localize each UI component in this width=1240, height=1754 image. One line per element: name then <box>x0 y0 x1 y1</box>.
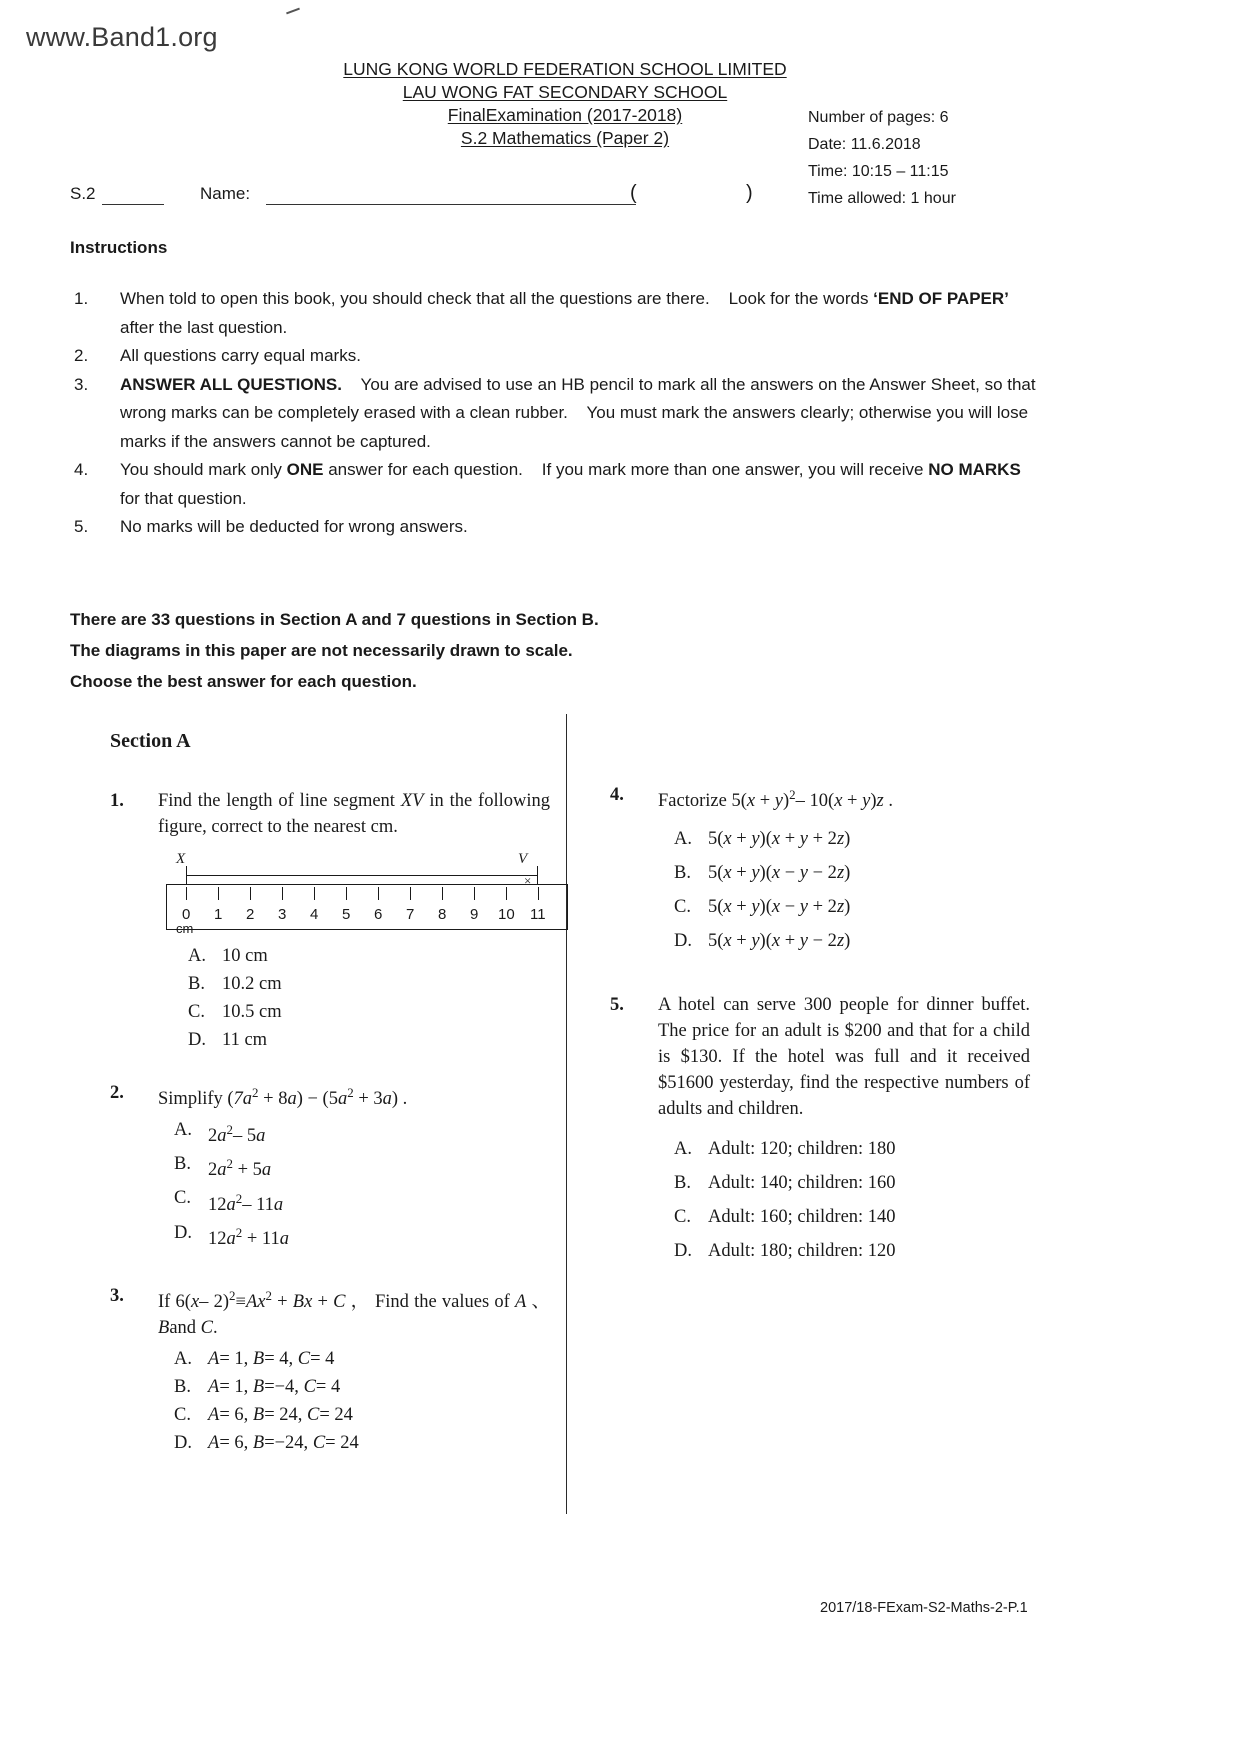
section-a-heading: Section A <box>110 730 191 752</box>
school-header-line-1: LUNG KONG WORLD FEDERATION SCHOOL LIMITED <box>343 59 787 79</box>
ruler-unit-label: cm <box>176 921 194 936</box>
ruler-tick <box>250 887 251 900</box>
option-text: Adult: 180; children: 120 <box>708 1241 896 1262</box>
option-text: 5(x + y)(x + y − 2z) <box>708 931 851 952</box>
ruler-tick <box>474 887 475 900</box>
instruction-item-1 <box>70 285 1045 342</box>
ruler-tick <box>506 887 507 900</box>
option-text: 11 cm <box>222 1030 268 1050</box>
school-header-line-4: S.2 Mathematics (Paper 2) <box>460 128 670 148</box>
option-label: D. <box>674 931 692 952</box>
option-label: A. <box>674 1139 692 1160</box>
meta-number-of-pages: Number of pages: 6 <box>808 109 949 126</box>
option-label: A. <box>674 829 692 850</box>
option-b[interactable] <box>174 1373 550 1401</box>
option-d[interactable] <box>674 1234 1030 1268</box>
option-text: 10.5 cm <box>222 1002 282 1022</box>
meta-date: Date: 11.6.2018 <box>808 136 921 153</box>
option-text: Adult: 120; children: 180 <box>708 1139 896 1160</box>
meta-time-allowed: Time allowed: 1 hour <box>808 190 956 207</box>
ruler-tick-label: 11 <box>530 906 546 923</box>
site-watermark: www.Band1.org <box>26 22 218 52</box>
paper-notes <box>70 604 1030 697</box>
question-4 <box>610 782 1030 958</box>
name-blank-field[interactable] <box>266 204 636 205</box>
option-a[interactable] <box>674 822 1030 856</box>
ruler-tick-label: 1 <box>214 906 223 923</box>
option-label: C. <box>174 1404 191 1425</box>
instruction-number: 4. <box>74 460 89 479</box>
option-text: $12a^2-$ 11a <box>208 1190 284 1215</box>
option-b[interactable] <box>174 1150 550 1184</box>
instruction-number: 1. <box>74 289 89 308</box>
option-label: C. <box>674 897 691 918</box>
option-a[interactable] <box>174 1116 550 1150</box>
option-d[interactable] <box>174 1219 550 1253</box>
question-4-options <box>658 822 1030 958</box>
option-label: A. <box>188 946 206 966</box>
note-question-counts: There are 33 questions in Section A and 7 questions in Section B. <box>70 610 599 629</box>
question-stem: Factorize $5(x + y)^2-$ 10(x + y)z . <box>658 787 893 812</box>
option-text: Adult: 140; children: 160 <box>708 1173 896 1194</box>
questions-column-right <box>610 782 1030 1282</box>
option-b[interactable] <box>188 970 550 998</box>
note-diagrams-scale: The diagrams in this paper are not necessarily drawn to scale. <box>70 641 573 660</box>
ruler-tick <box>378 887 379 900</box>
page-footer: 2017/18-FExam-S2-Maths-2-P.1 <box>820 1600 1028 1616</box>
instruction-text: When told to open this book, you should check that all the questions are there. Look for the words ‘END OF PAPER’ after the last question. <box>120 289 1009 337</box>
instruction-number: 3. <box>74 374 89 394</box>
question-5-options <box>658 1132 1030 1268</box>
option-text: 5(x + y)(x + y + 2z) <box>708 829 851 850</box>
option-label: B. <box>188 974 205 994</box>
option-c[interactable] <box>674 890 1030 924</box>
option-label: B. <box>174 1154 191 1175</box>
class-blank-field[interactable] <box>102 204 164 205</box>
ruler-tick <box>346 887 347 900</box>
school-header-line-3: FinalExamination (2017-2018) <box>447 105 683 125</box>
ruler-tick-label: 3 <box>278 906 287 923</box>
instruction-number: 2. <box>74 346 89 365</box>
option-label: B. <box>174 1376 191 1397</box>
option-label: D. <box>174 1222 192 1243</box>
question-2 <box>110 1080 550 1253</box>
stray-pen-mark <box>286 8 300 15</box>
question-5 <box>610 992 1030 1268</box>
question-number: 1. <box>110 791 124 811</box>
option-label: D. <box>188 1030 206 1050</box>
ruler-tick <box>410 887 411 900</box>
ruler-tick-label: 9 <box>470 906 479 923</box>
ruler-tick <box>538 887 539 900</box>
questions-column-left <box>110 788 550 1471</box>
option-text: 10 cm <box>222 946 268 966</box>
question-2-options <box>158 1116 550 1253</box>
instruction-text: All questions carry equal marks. <box>120 346 361 365</box>
instructions-heading: Instructions <box>70 238 168 257</box>
note-choose-best-answer: Choose the best answer for each question. <box>70 672 417 691</box>
question-number: 3. <box>110 1285 124 1306</box>
option-text: A= 6, B=−24, C= 24 <box>208 1432 359 1453</box>
option-c[interactable] <box>188 998 550 1026</box>
school-header <box>330 58 800 150</box>
option-a[interactable] <box>188 942 550 970</box>
option-label: D. <box>674 1241 692 1262</box>
option-label: D. <box>174 1432 192 1453</box>
student-id-line <box>70 182 1070 212</box>
option-text: 10.2 cm <box>222 974 282 994</box>
question-number: 5. <box>610 995 624 1016</box>
ruler-tick <box>442 887 443 900</box>
meta-time: Time: 10:15 – 11:15 <box>808 163 949 180</box>
instructions-list <box>70 285 1045 542</box>
option-text: $12a^2 + 11a$ <box>208 1224 289 1249</box>
option-a[interactable] <box>174 1345 550 1373</box>
ruler-segment-right-cap <box>537 866 538 884</box>
question-stem: If 6(x– $2)^2\equiv Ax^2 + Bx + C$ ， Find the values of A 、 Band C. <box>158 1287 550 1338</box>
option-d[interactable] <box>188 1026 550 1054</box>
question-3-options <box>158 1345 550 1457</box>
option-label: C. <box>174 1188 191 1209</box>
option-label: C. <box>674 1207 691 1228</box>
question-1-options <box>158 942 550 1054</box>
ruler-tick-label: 4 <box>310 906 319 923</box>
instruction-item-3 <box>70 371 1045 457</box>
option-a[interactable] <box>674 1132 1030 1166</box>
option-text: A= 1, B= 4, C= 4 <box>208 1348 335 1369</box>
column-divider <box>566 714 567 1514</box>
question-number: 2. <box>110 1083 124 1103</box>
class-number-paren-left: ( <box>630 182 637 204</box>
option-text: $2a^2 + 5a$ <box>208 1156 272 1181</box>
instruction-text: ANSWER ALL QUESTIONS. You are advised to use an HB pencil to mark all the answers on the Answer Sheet, so that wrong marks can be completely erased with a clean rubber. You must mark the answers clearly; otherwise you will lose marks if the answers cannot be captured. <box>120 374 1036 451</box>
question-stem: Find the length of line segment XV in the following figure, correct to the nearest cm. <box>158 791 550 837</box>
instruction-item-4 <box>70 456 1045 513</box>
option-text: 5(x + y)(x − y − 2z) <box>708 863 851 884</box>
question-3 <box>110 1283 550 1457</box>
option-b[interactable] <box>674 856 1030 890</box>
instruction-item-2 <box>70 342 1045 371</box>
ruler-point-x-label: X <box>176 851 186 867</box>
ruler-tick <box>186 887 187 900</box>
question-stem: A hotel can serve 300 people for dinner buffet. The price for an adult is $200 and that for a child is $130. If the hotel was full and it received $51600 yesterday, find the respective numbers of adults and children. <box>658 995 1030 1120</box>
question-number: 4. <box>610 785 624 805</box>
option-label: A. <box>174 1120 192 1141</box>
option-label: B. <box>674 863 691 884</box>
option-d[interactable] <box>174 1429 550 1457</box>
ruler-tick <box>282 887 283 900</box>
option-text: $2a^2-$ 5a <box>208 1122 266 1147</box>
name-label: Name: <box>200 184 251 203</box>
class-number-paren-right: ) <box>746 182 753 204</box>
ruler-tick-label: 10 <box>498 906 515 923</box>
ruler-tick-label: 0 <box>182 906 191 923</box>
ruler-tick-label: 5 <box>342 906 351 923</box>
instruction-item-5 <box>70 513 1045 542</box>
school-header-line-2: LAU WONG FAT SECONDARY SCHOOL <box>402 82 728 102</box>
option-c[interactable] <box>174 1184 550 1218</box>
option-c[interactable] <box>174 1401 550 1429</box>
option-d[interactable] <box>674 924 1030 958</box>
question-stem: Simplify $(7a^2 + 8a) - (5a^2 + 3a)$ . <box>158 1085 408 1110</box>
ruler-endpoint-cross-icon: × <box>524 873 532 888</box>
ruler-figure <box>162 851 570 936</box>
question-1 <box>110 788 550 1054</box>
ruler-tick-label: 2 <box>246 906 255 923</box>
option-label: C. <box>188 1002 205 1022</box>
ruler-tick <box>314 887 315 900</box>
class-label: S.2 <box>70 184 96 203</box>
instruction-text: You should mark only ONE answer for each question. If you mark more than one answer, you will receive NO MARKS for that question. <box>120 460 1021 508</box>
option-c[interactable] <box>674 1200 1030 1234</box>
option-label: B. <box>674 1173 691 1194</box>
ruler-tick-label: 7 <box>406 906 415 923</box>
ruler-segment-line <box>186 875 538 876</box>
instruction-number: 5. <box>74 517 89 536</box>
instruction-text: No marks will be deducted for wrong answers. <box>120 517 468 536</box>
ruler-tick-label: 6 <box>374 906 383 923</box>
option-text: A= 1, B=−4, C= 4 <box>208 1376 341 1397</box>
ruler-point-v-label: V <box>518 851 528 867</box>
option-text: A= 6, B= 24, C= 24 <box>208 1404 353 1425</box>
option-label: A. <box>174 1348 192 1369</box>
option-text: 5(x + y)(x − y + 2z) <box>708 897 851 918</box>
ruler-tick <box>218 887 219 900</box>
ruler-tick-label: 8 <box>438 906 447 923</box>
option-text: Adult: 160; children: 140 <box>708 1207 896 1228</box>
option-b[interactable] <box>674 1166 1030 1200</box>
